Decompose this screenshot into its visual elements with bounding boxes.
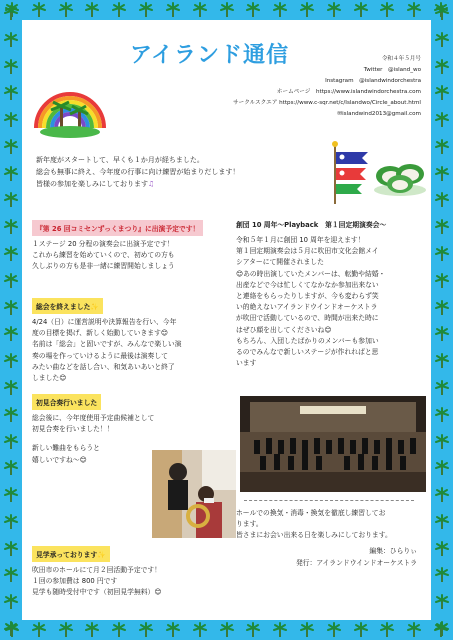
palm-tree-icon [3, 299, 19, 315]
palm-tree-icon [3, 191, 19, 207]
palm-tree-icon [353, 621, 369, 637]
soukai-section [32, 294, 182, 384]
palm-tree-icon [31, 621, 47, 637]
concert-photo [240, 396, 426, 492]
palm-tree-icon [58, 1, 74, 17]
intro-line: 新年度がスタートして、早くも１か月が経ちました。 [36, 156, 204, 164]
palm-tree-icon [434, 406, 450, 422]
palm-border-bottom [0, 621, 453, 639]
palm-tree-icon [245, 1, 261, 17]
palm-border-left [2, 0, 20, 640]
palm-tree-icon [245, 621, 261, 637]
palm-tree-icon [3, 620, 19, 636]
palm-tree-icon [434, 165, 450, 181]
palm-tree-icon [84, 621, 100, 637]
palm-tree-icon [3, 379, 19, 395]
palm-tree-icon [272, 1, 288, 17]
palm-tree-icon [434, 593, 450, 609]
palm-tree-icon [434, 325, 450, 341]
palm-tree-icon [434, 620, 450, 636]
palm-tree-icon [31, 1, 47, 17]
palm-tree-icon [299, 621, 315, 637]
palm-tree-icon [219, 1, 235, 17]
email-row[interactable] [233, 109, 421, 120]
palm-tree-icon [379, 1, 395, 17]
palm-tree-icon [406, 621, 422, 637]
emoji-icon: 😊 [160, 329, 168, 338]
palm-tree-icon [434, 4, 450, 20]
kengaku-heading: 見学承っております✨ [32, 546, 110, 562]
palm-tree-icon [3, 459, 19, 475]
palm-tree-icon [434, 111, 450, 127]
palm-tree-icon [165, 1, 181, 17]
palm-tree-icon [434, 486, 450, 502]
palm-tree-icon [58, 621, 74, 637]
mail-icon: ✉ [337, 111, 343, 117]
editor-credit: 編集：ひらりぃ [369, 547, 417, 555]
emoji-icon: 😊 [79, 455, 87, 464]
palm-tree-icon [434, 352, 450, 368]
palm-tree-icon [434, 433, 450, 449]
instagram-link[interactable]: Instagram @islandwindorchestra [325, 78, 421, 84]
palm-tree-icon [111, 1, 127, 17]
palm-tree-icon [3, 84, 19, 100]
right-column [236, 216, 424, 369]
sparkle-icon: ✨ [97, 551, 106, 559]
circle-square-link[interactable]: サークルスクエア https://www.c-sqr.net/c/Islandwo/Circle_about.html [233, 100, 421, 106]
palm-tree-icon [3, 58, 19, 74]
palm-tree-icon [3, 325, 19, 341]
palm-tree-icon [326, 621, 342, 637]
palm-border-top [0, 1, 453, 19]
email-link[interactable]: islandwind2013@gmail.com [342, 111, 421, 117]
hatsugassou-heading: 初見合奏行いました [32, 394, 101, 410]
kengaku-body: 吹田市のホールにて月２回活動予定です！ １回の参加費は 800 円です 見学も随時受付中です（初回見学無料）😊 [32, 566, 162, 597]
emoji-icon: 😊 [59, 374, 67, 383]
palm-tree-icon [138, 1, 154, 17]
hatsugassou-body: 総会後に、今年度使用予定曲候補として 初見合奏を行いました！！ 新しい難曲をもらうと 嬉しいですね〜😊 [32, 414, 155, 464]
palm-tree-icon [84, 1, 100, 17]
kengaku-section [32, 542, 161, 599]
rehearsal-photo [152, 450, 236, 538]
palm-tree-icon [192, 621, 208, 637]
palm-tree-icon [272, 621, 288, 637]
soukai-heading: 総会を終えました✨ [32, 298, 103, 314]
palm-tree-icon [3, 540, 19, 556]
palm-tree-icon [3, 593, 19, 609]
palm-tree-icon [434, 218, 450, 234]
komisen-section [32, 216, 203, 273]
palm-tree-icon [3, 513, 19, 529]
palm-tree-icon [434, 379, 450, 395]
palm-tree-icon [434, 566, 450, 582]
palm-tree-icon [406, 1, 422, 17]
palm-tree-icon [434, 58, 450, 74]
palm-tree-icon [434, 513, 450, 529]
palm-tree-icon [3, 486, 19, 502]
emoji-icon: 😊 [154, 588, 162, 597]
publisher-credit: 発行：アイランドウインドオーケストラ [295, 559, 417, 567]
anniversary-heading: 創団 10 周年〜Playback 第１回定期演奏会〜 [236, 221, 387, 229]
contact-info [233, 54, 421, 120]
palm-tree-icon [434, 540, 450, 556]
soukai-body: 4/24（日）に運営説明や決算報告を行い、今年 度の目標を掲げ、新しく始動していきます😊 名前は「総会」と固いですが、みんなで楽しい演 奏の場を作っていけるように最後は演奏して みたい曲などを話し合い、和気あいあいと終了 しました😊 [32, 318, 182, 383]
palm-tree-icon [434, 84, 450, 100]
palm-tree-icon [3, 272, 19, 288]
issue-date: 令和４年５月号 [381, 56, 421, 62]
twitter-link[interactable]: Twitter @island_wo [363, 67, 421, 73]
credits [217, 545, 417, 569]
rainbow-palm-illustration [30, 70, 110, 142]
intro-line: 皆様の参加を楽しみにしております♫ [36, 180, 155, 188]
palm-tree-icon [434, 138, 450, 154]
kashiwa-mochi-illustration [372, 148, 428, 198]
palm-tree-icon [3, 218, 19, 234]
palm-tree-icon [434, 31, 450, 47]
section-divider [244, 500, 414, 501]
palm-tree-icon [3, 245, 19, 261]
palm-tree-icon [165, 621, 181, 637]
palm-tree-icon [138, 621, 154, 637]
palm-tree-icon [434, 459, 450, 475]
sparkle-icon: ✨ [90, 303, 99, 311]
intro-line: 総会も無事に終え、今年度の行事に向け練習が始まりだします！ [36, 168, 240, 176]
palm-tree-icon [434, 299, 450, 315]
palm-tree-icon [3, 352, 19, 368]
palm-tree-icon [3, 433, 19, 449]
palm-tree-icon [434, 245, 450, 261]
hatsugassou-section [32, 390, 154, 466]
palm-tree-icon [299, 1, 315, 17]
intro-text [36, 154, 346, 190]
palm-tree-icon [111, 621, 127, 637]
palm-tree-icon [3, 566, 19, 582]
palm-tree-icon [3, 138, 19, 154]
palm-tree-icon [353, 1, 369, 17]
palm-tree-icon [434, 191, 450, 207]
palm-tree-icon [219, 621, 235, 637]
palm-tree-icon [3, 165, 19, 181]
anniversary-body: 令和５年１月に創団 10 周年を迎えます！ 第１回定期演奏会は５月に吹田市文化会館メイ シアターにて開催されました 😊あの時出演していたメンバーは、転勤や結婚・ 出産などで今は忙しくてなかなか参加出来ない と連絡をもらったりしますが、今も変わらず笑 い的絶えないアイランドウインドオーケストラ が吹田で活動しているので、時間が出来た時に はぜひ顔を出してくださいね😊 もちろん、入団したばかりのメンバーも参加い るのでみんなで新しいステージが作れればと思 います [236, 236, 386, 368]
palm-tree-icon [3, 111, 19, 127]
palm-tree-icon [326, 1, 342, 17]
palm-tree-icon [192, 1, 208, 17]
koinobori-illustration [330, 140, 376, 204]
closing-text: ホールでの換気・消毒・換気を徹底し練習してお ります。 皆さまにお会い出来る日を楽しみにしております。 [236, 509, 392, 540]
palm-tree-icon [3, 4, 19, 20]
newsletter-title: アイランド通信 [130, 43, 290, 68]
newsletter-sheet [22, 20, 431, 620]
music-note-icon: ♫ [148, 180, 155, 188]
palm-tree-icon [3, 31, 19, 47]
palm-tree-icon [434, 272, 450, 288]
emoji-icon: 😊 [324, 325, 332, 334]
komisen-heading: 『第 26 回コミセンずっくまつり』に出演予定です！ [32, 220, 203, 236]
palm-border-right [433, 0, 451, 640]
emoji-icon: 😊 [236, 269, 244, 278]
homepage-link[interactable]: ホームページ https://www.islandwindorchestra.com [276, 89, 421, 95]
komisen-body: １ステージ 20 分程の演奏会に出演予定です！ これから練習を始めていくので、初めての方も 久しぶりの方も是非一緒に練習開始しましょう [32, 240, 175, 271]
palm-tree-icon [3, 406, 19, 422]
palm-tree-icon [379, 621, 395, 637]
